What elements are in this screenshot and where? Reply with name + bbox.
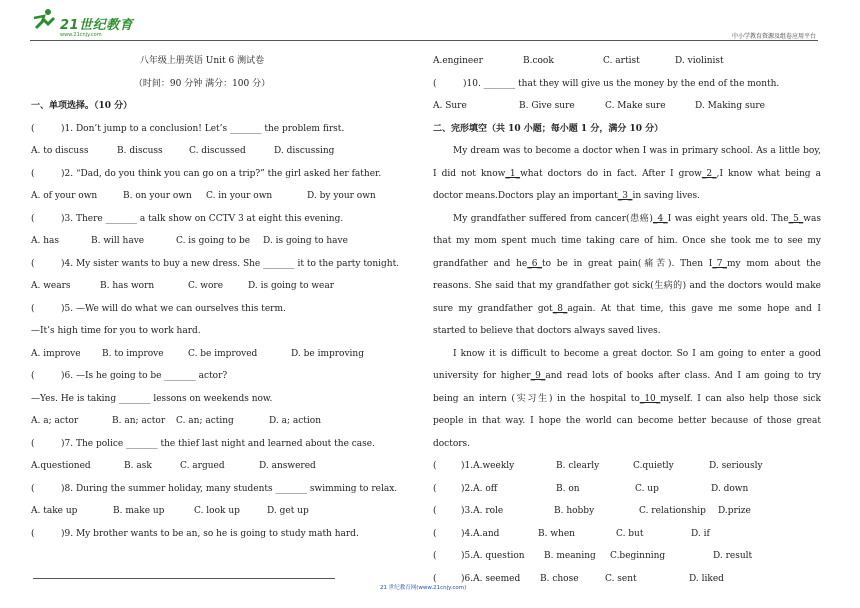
question-5-reply: —It’s high time for you to work hard. <box>31 326 201 336</box>
passage-paragraph-2: My grandfather suffered from cancer(患癌)_4_I was eight years old. The_5_was that my mom spent much time taking care of him. Once she took me to see my grandfather and he_6_to be in great pain(痛苦). Then I_7_my mom about the reasons. She said that my grandfather got sick(生病的) and the doctors would make sure my grandfather got_8_again. At that time, this gave me some hope and I started to believe that doctors always saved lives. <box>433 213 821 336</box>
logo <box>30 12 150 42</box>
options-4: A. wears B. has worn C. wore D. is going to wear <box>31 281 335 291</box>
options-1: A. to discuss B. discuss C. discussed D. discussing <box>31 146 335 156</box>
options-3: A. has B. will have C. is going to be D. is going to have <box>31 236 348 246</box>
options-2: A. of your own B. on your own C. in your own D. by your own <box>31 191 376 201</box>
question-7: ( )7. The police _______ the thief last night and learned about the case. <box>31 438 375 449</box>
platform-label: 中小学教育资源及组卷应用平台 <box>731 33 816 40</box>
options-6: A. a; actor B. an; actor C. an; acting D. a; action <box>31 416 321 426</box>
options-5: A. improve B. to improve C. be improved D. be improving <box>31 348 364 359</box>
cloze-item-4: ( )4.A.and B. when C. but D. if <box>433 528 710 539</box>
question-1: ( )1. Don’t jump to a conclusion! Let’s _______ the problem first. <box>31 123 345 134</box>
question-10: ( )10. _______ that they will give us the money by the end of the month. <box>433 78 780 89</box>
cloze-item-6: ( )6.A. seemed B. chose C. sent D. liked <box>433 573 724 584</box>
question-6: ( )6. —Is he going to be _______ actor? <box>31 371 228 381</box>
runner-logo-icon <box>30 6 60 34</box>
left-column <box>31 50 400 545</box>
section-heading-2: 二、完形填空（共 10 小题；每小题 1 分，满分 10 分） <box>433 123 664 134</box>
logo-url: www.21cnjy.com <box>60 32 102 38</box>
options-7: A.questioned B. ask C. argued D. answered <box>31 461 316 471</box>
right-column <box>433 50 821 590</box>
logo-text: 21世纪教育 <box>60 18 134 33</box>
question-4: ( )4. My sister wants to buy a new dress. She _______ it to the party tonight. <box>31 258 400 269</box>
options-10: A. Sure B. Give sure C. Make sure D. Making sure <box>433 101 765 111</box>
question-2: ( )2. “Dad, do you think you can go on a trip?” the girl asked her father. <box>31 168 382 179</box>
footer-text: 21 世纪教育网(www.21cnjy.com) <box>380 585 467 591</box>
cloze-item-5: ( )5.A. question B. meaning C.beginning D. result <box>433 551 753 561</box>
question-9: ( )9. My brother wants to be an, so he is going to study math hard. <box>31 528 359 539</box>
page-title: 八年级上册英语 Unit 6 测试卷 <box>139 56 265 66</box>
passage-paragraph-1: My dream was to become a doctor when I was in primary school. As a little boy, I did not know_1_what doctors do in fact. After I grow_2_,I know what being a doctor means.Doctors play an important_3_in saving lives. <box>433 146 821 201</box>
header-divider <box>30 40 818 41</box>
footer-divider <box>33 578 335 579</box>
cloze-item-1: ( )1.A.weekly B. clearly C.quietly D. seriously <box>433 461 763 471</box>
page-subtitle: （时间：90 分钟 满分：100 分） <box>133 78 271 89</box>
cloze-item-2: ( )2.A. off B. on C. up D. down <box>433 483 749 494</box>
cloze-item-3: ( )3.A. role B. hobby C. relationship D.prize <box>433 506 751 516</box>
page-header <box>0 0 860 44</box>
options-9: A.engineer B.cook C. artist D. violinist <box>433 56 724 66</box>
section-heading-1: 一、单项选择。（10 分） <box>31 101 133 111</box>
question-5: ( )5. —We will do what we can ourselves this term. <box>31 303 286 314</box>
question-8: ( )8. During the summer holiday, many students _______ swimming to relax. <box>31 483 398 494</box>
question-3: ( )3. There _______ a talk show on CCTV 3 at eight this evening. <box>31 213 344 224</box>
options-8: A. take up B. make up C. look up D. get up <box>31 506 309 516</box>
passage-paragraph-3: I know it is difficult to become a great doctor. So I am going to enter a good university for higher_9_and read lots of books after class. And I am going to try being an intern (实习生) in the hospital to_10_myself. I can also help those sick people in that way. I hope the world can become better because of those great doctors. <box>433 348 822 449</box>
question-6-reply: —Yes. He is taking _______ lessons on weekends now. <box>31 393 273 404</box>
